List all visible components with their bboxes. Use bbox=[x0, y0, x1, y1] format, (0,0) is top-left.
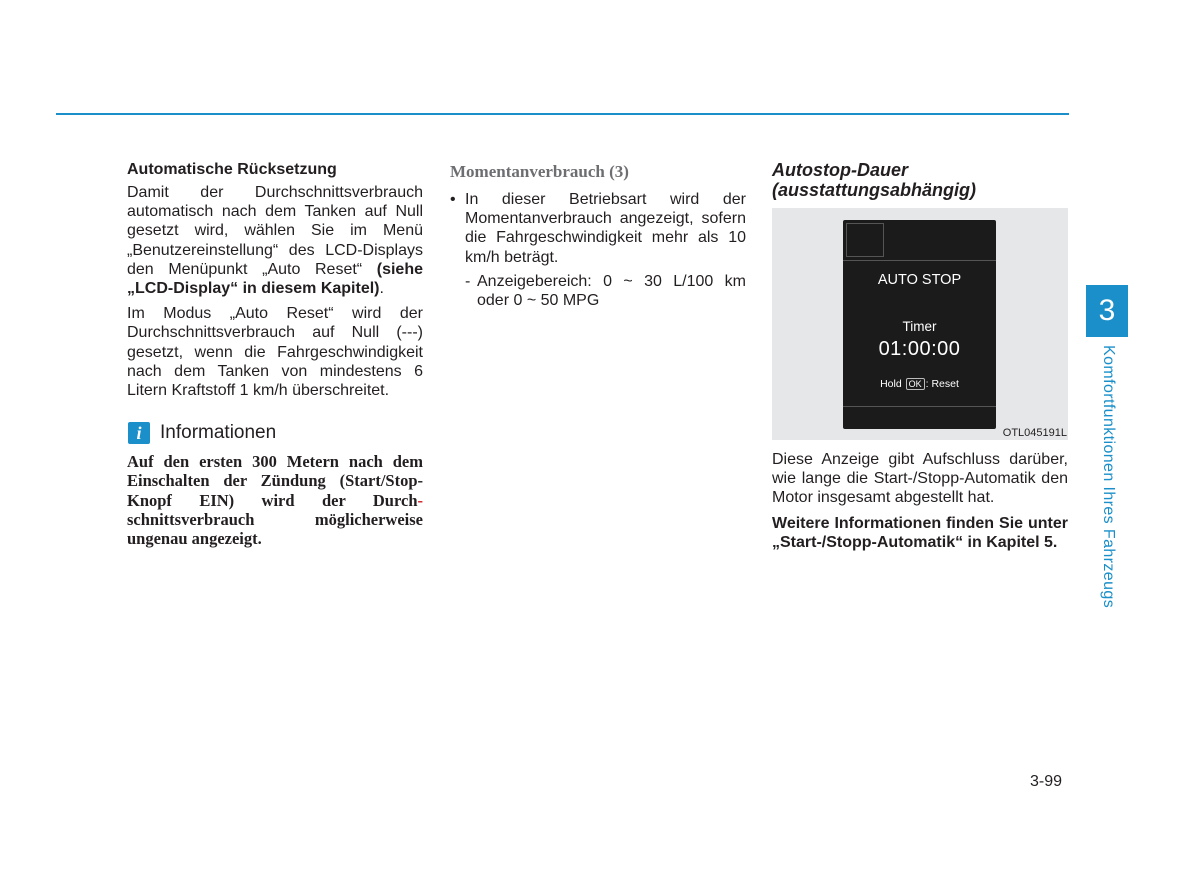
autostop-paragraph-1: Diese Anzeige gibt Aufschluss darüber, wie lange die Start-/Stopp-Automatik den Motor insgesamt abgestellt hat. bbox=[772, 451, 1068, 507]
bullet-item bbox=[450, 190, 746, 267]
lcd-divider-bottom bbox=[843, 406, 996, 407]
section-heading-momentanverbrauch: Momentanverbrauch (3) bbox=[450, 162, 629, 181]
hold-prefix: Hold bbox=[880, 378, 902, 390]
lcd-figure bbox=[772, 208, 1068, 440]
lcd-hold-hint bbox=[843, 378, 996, 390]
lcd-divider-top bbox=[843, 260, 996, 261]
auto-reset-paragraph-2: Im Modus „Auto Reset“ wird der Durchschnittsverbrauch auf Null (---) gesetzt, wenn die Fahrgeschwindigkeit nach dem Tanken von mindestens 6 Litern Kraftstoff 1 km/h überschreitet. bbox=[127, 305, 423, 400]
section-heading-auto-reset: Automatische Rücksetzung bbox=[127, 161, 337, 178]
lcd-timer-label: Timer bbox=[902, 319, 937, 334]
heading-line-1: Autostop-Dauer bbox=[772, 160, 908, 180]
lcd-timer-value: 01:00:00 bbox=[878, 338, 961, 360]
info-title: Informationen bbox=[160, 422, 277, 444]
column-1 bbox=[127, 160, 423, 548]
lcd-screen bbox=[843, 220, 996, 429]
chapter-title: Komfortfunktionen Ihres Fahrzeugs bbox=[1100, 345, 1117, 609]
section-heading-autostop bbox=[772, 161, 1068, 200]
lcd-display-reference: (siehe „LCD-Display“ in diesem Kapitel) bbox=[127, 260, 423, 298]
info-hyphen: - bbox=[417, 490, 423, 510]
info-body bbox=[127, 452, 423, 548]
autostop-paragraph-2: Weitere Informationen finden Sie unter „Start-/Stopp-Automatik“ in Kapitel 5. bbox=[772, 514, 1068, 551]
top-rule bbox=[56, 113, 1069, 115]
dash-mark: - bbox=[465, 272, 471, 290]
period: . bbox=[379, 280, 384, 298]
info-text-1: Auf den ersten 300 Metern nach dem Einschalten der Zündung (Start/Stop-Knopf EIN) wird der Durch bbox=[127, 452, 423, 510]
lcd-corner-box bbox=[846, 223, 884, 257]
bullet-mark: • bbox=[450, 191, 456, 208]
sub-item bbox=[450, 272, 746, 310]
sub-item-text: Anzeigebereich: 0 ~ 30 L/100 km oder 0 ~ 50 MPG bbox=[477, 272, 746, 310]
bullet-text: In dieser Betriebsart wird der Momentanverbrauch angezeigt, sofern die Fahrgeschwindigkeit mehr als 10 km/h beträgt. bbox=[465, 191, 746, 266]
page-number: 3-99 bbox=[1030, 773, 1063, 790]
auto-reset-text: Damit der Durchschnittsverbrauch automatisch nach dem Tanken auf Null gesetzt wird, wählen Sie im Menü „Benutzereinstellung“ des LCD-Displays den Menüpunkt „Auto Reset“ bbox=[127, 184, 423, 278]
heading-line-2: (ausstattungsabhängig) bbox=[772, 179, 977, 200]
ok-button-icon: OK bbox=[906, 378, 925, 390]
figure-code: OTL045191L bbox=[1002, 427, 1067, 439]
info-icon: i bbox=[128, 422, 150, 444]
chapter-tab: 3 bbox=[1086, 285, 1128, 337]
info-text-2: schnittsverbrauch möglicherweise ungenau angezeigt. bbox=[127, 509, 423, 549]
column-2 bbox=[450, 160, 746, 310]
hold-suffix: : Reset bbox=[925, 378, 959, 390]
auto-reset-paragraph-1 bbox=[127, 183, 423, 298]
column-3 bbox=[772, 160, 1068, 558]
info-header bbox=[127, 422, 423, 444]
lcd-title: AUTO STOP bbox=[877, 272, 962, 288]
